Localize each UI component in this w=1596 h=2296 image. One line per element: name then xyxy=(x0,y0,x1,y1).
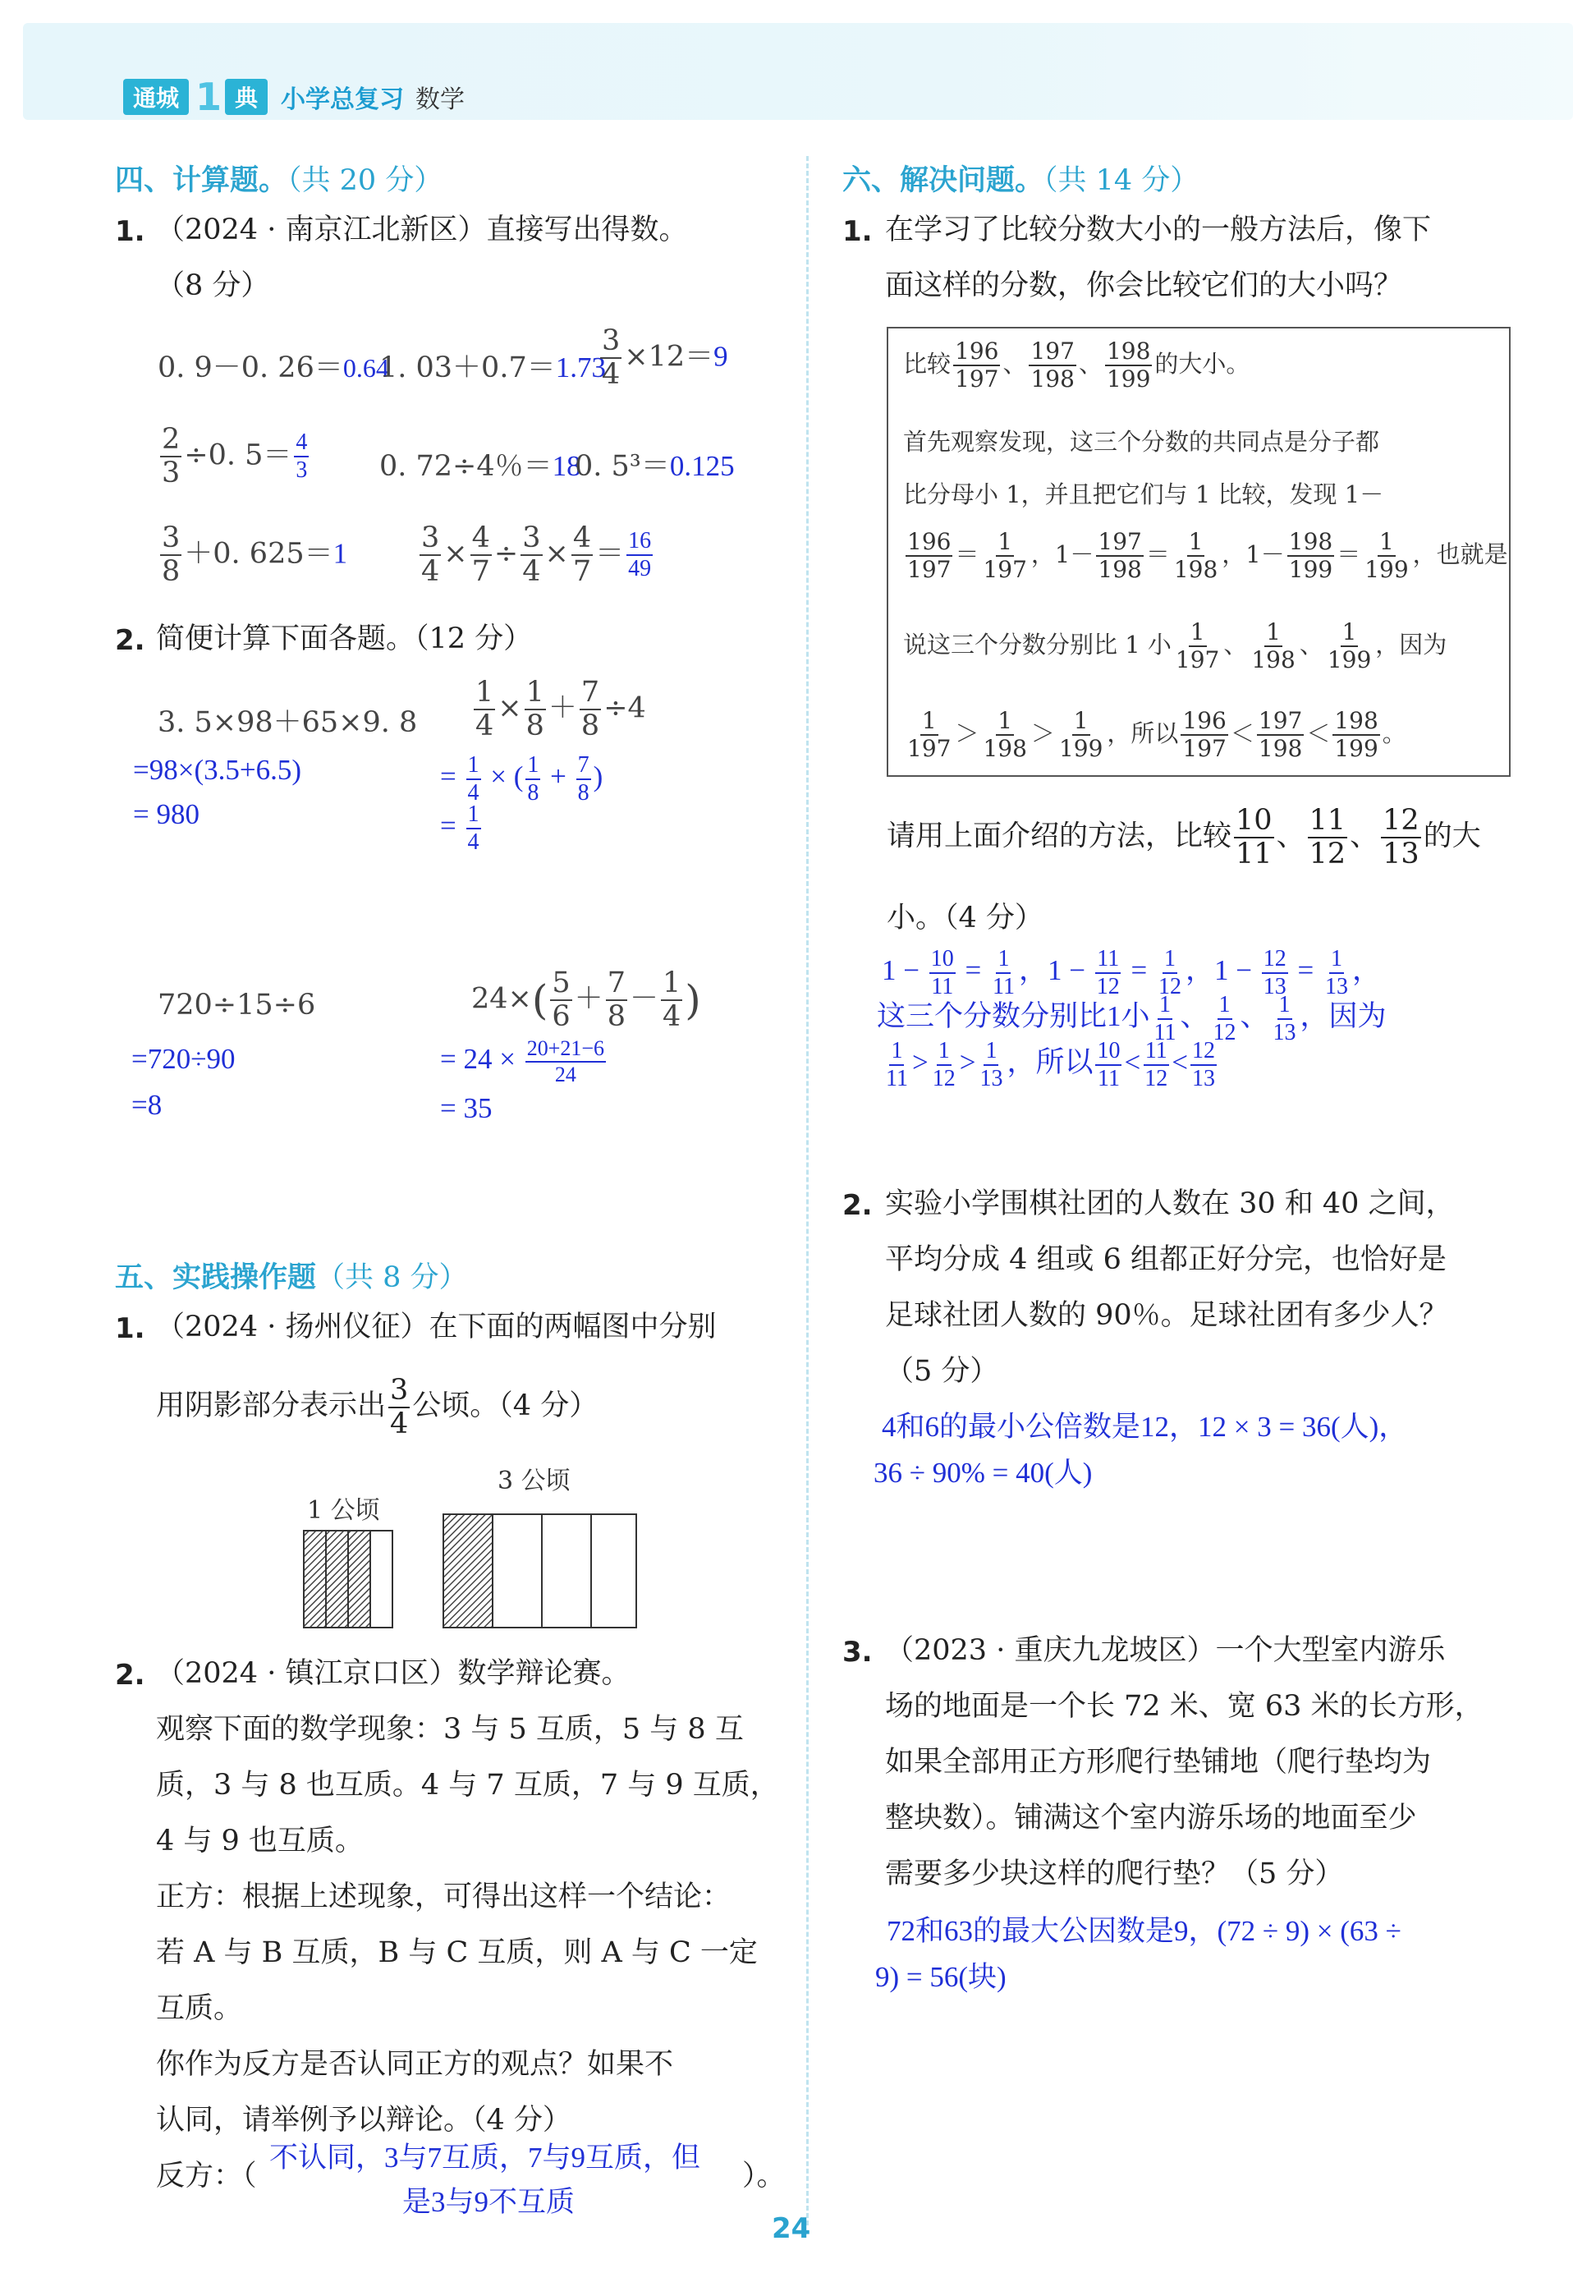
logo-box-right: 典 xyxy=(225,79,268,115)
simplify-3-step2: =8 xyxy=(131,1089,163,1121)
s6-q3-answer-2: 9) = 56(块) xyxy=(875,1961,1007,1993)
s4-q2-text: 简便计算下面各题。（12 分） xyxy=(156,622,533,655)
simplify-4-expr: 24×( $\frac{5}{6}$ ＋ $\frac{7}{8}$ － $\frac{1}{4}$ ) xyxy=(471,967,701,1033)
s6-q3-line-4: 整块数）。铺满这个室内游乐场的地面至少 xyxy=(885,1802,1417,1835)
simplify-1-expr: 3. 5×98＋65×9. 8 xyxy=(158,706,418,739)
s6-q3-line-2: 场的地面是一个长 72 米、宽 63 米的长方形， xyxy=(885,1690,1484,1723)
s6-q3-line-1: （2023 · 重庆九龙坡区）一个大型室内游乐 xyxy=(885,1634,1446,1667)
s5-q2-line-4: 4 与 9 也互质。 xyxy=(156,1825,364,1857)
box-line-2: 首先观察发现，这三个分数的共同点是分子都 xyxy=(903,428,1380,456)
logo-box-left: 通城 xyxy=(123,79,189,115)
section5-title: 五、实践操作题（共 8 分） xyxy=(115,1261,468,1294)
s5-q2-line-5: 正方：根据上述现象，可得出这样一个结论： xyxy=(156,1880,732,1913)
s5-q2-line-9: 认同，请举例予以辩论。（4 分） xyxy=(156,2104,571,2137)
simplify-3-step1: =720÷90 xyxy=(131,1043,236,1075)
s6-q2-line-2: 平均分成 4 组或 6 组都正好分完，也恰好是 xyxy=(885,1243,1447,1276)
simplify-2-expr: $\frac{1}{4}$ × $\frac{1}{8}$ ＋ $\frac{7}{8}$ ÷4 xyxy=(475,676,646,742)
s5-q2-answer-suffix: ）。 xyxy=(742,2160,786,2193)
s6-q2-answer-2: 36 ÷ 90% = 40(人) xyxy=(874,1457,1093,1489)
calc-6: 0. 5³＝0.125 xyxy=(575,450,735,483)
s5-q2-answer-1: 不认同，3与7互质，7与9互质，但 xyxy=(269,2142,701,2174)
s6-q1-question-line-1: 请用上面介绍的方法，比较 $\frac{10}{11}$ 、 $\frac{11}{12}$ 、 $\frac{12}{13}$ 的大 xyxy=(887,804,1481,870)
s5-q2-line-2: 观察下面的数学现象：3 与 5 互质，5 与 8 互 xyxy=(156,1713,744,1746)
calc-7: $\frac{3}{8}$ ＋0. 625＝1 xyxy=(162,521,348,588)
simplify-4-step1: = 24 × $\frac{20+21-6}{24}$ xyxy=(440,1036,605,1086)
simplify-4-step2: = 35 xyxy=(440,1092,493,1124)
subject-title: 数学 xyxy=(415,85,466,114)
s6-q3-line-5: 需要多少块这样的爬行垫？（5 分） xyxy=(885,1857,1344,1890)
simplify-3-expr: 720÷15÷6 xyxy=(158,989,316,1022)
calc-4: $\frac{2}{3}$ ÷0. 5＝ $\frac{4}{3}$ xyxy=(162,423,308,489)
s5-q2-number: 2. xyxy=(115,1659,145,1692)
simplify-2-step2: = $\frac{1}{4}$ xyxy=(440,801,479,855)
box-line-3: 比分母小 1，并且把它们与 1 比较，发现 1－ xyxy=(903,480,1384,508)
s6-q2-line-1: 实验小学围棋社团的人数在 30 和 40 之间， xyxy=(885,1187,1455,1220)
s6-q1-line-1: 在学习了比较分数大小的一般方法后，像下 xyxy=(885,214,1432,246)
calc-1: 0. 9－0. 26＝0.64 xyxy=(158,351,389,384)
series-logo xyxy=(123,75,466,119)
s6-q2-number: 2. xyxy=(842,1189,873,1222)
s5-q1-text: （2024 · 扬州仪征）在下面的两幅图中分别 xyxy=(156,1311,717,1343)
s5-q2-answer-2: 是3与9不互质 xyxy=(402,2186,576,2218)
label-1-hectare: 1 公顷 xyxy=(307,1496,380,1525)
s5-q2-line-6: 若 A 与 B 互质，B 与 C 互质，则 A 与 C 一定 xyxy=(156,1936,758,1969)
box-line-5: 说这三个分数分别比 1 小 $\frac{1}{197}$ 、 $\frac{1}{198}$ 、 $\frac{1}{199}$ ，因为 xyxy=(903,618,1447,673)
s5-q1-number: 1. xyxy=(115,1312,145,1345)
series-title: 小学总复习 xyxy=(281,85,405,114)
section4-title: 四、计算题。（共 20 分） xyxy=(115,164,443,197)
s5-q1-text2: 用阴影部分表示出 $\frac{3}{4}$ 公顷。（4 分） xyxy=(156,1373,598,1440)
s6-q3-number: 3. xyxy=(842,1636,873,1669)
s4-q2-number: 2. xyxy=(115,624,145,657)
s4-q1-number: 1. xyxy=(115,215,145,248)
simplify-2-step1: = $\frac{1}{4}$ × ( $\frac{1}{8}$ + $\frac{7}{8}$ ) xyxy=(440,752,603,806)
simplify-1-step1: =98×(3.5+6.5) xyxy=(133,754,302,786)
s6-q1-answer-1: 1 − $\frac{10}{11}$ = $\frac{1}{11}$ ，1 − $\frac{11}{12}$ = $\frac{1}{12}$ ，1 − $\frac{12}{13}$ = $\frac{1}{13}$ ， xyxy=(882,946,1381,999)
s6-q1-line-2: 面这样的分数，你会比较它们的大小吗？ xyxy=(885,269,1403,302)
column-divider xyxy=(806,156,809,2225)
calc-3: $\frac{3}{4}$ ×12＝9 xyxy=(602,324,728,391)
simplify-1-step2: = 980 xyxy=(133,798,200,830)
section6-title: 六、解决问题。（共 14 分） xyxy=(842,164,1199,197)
three-hectare-rect xyxy=(443,1514,636,1628)
hectare-diagrams xyxy=(296,1495,640,1634)
s5-q2-line-1: （2024 · 镇江京口区）数学辩论赛。 xyxy=(156,1657,631,1690)
s6-q1-question-line-2: 小。（4 分） xyxy=(887,902,1043,934)
s6-q2-answer-1: 4和6的最小公倍数是12，12 × 3 = 36(人)， xyxy=(882,1411,1408,1443)
one-hectare-rect xyxy=(304,1531,392,1628)
logo-mid: 1 xyxy=(195,75,222,119)
calc-8: $\frac{3}{4}$ × $\frac{4}{7}$ ÷ $\frac{3}{4}$ × $\frac{4}{7}$ ＝ $\frac{16}{49}$ xyxy=(421,521,652,588)
s6-q1-answer-2: 这三个分数分别比1小 $\frac{1}{11}$ 、 $\frac{1}{12}$ 、 $\frac{1}{13}$ ，因为 xyxy=(877,992,1387,1045)
s6-q1-number: 1. xyxy=(842,215,873,248)
box-line-1: 比较 $\frac{196}{197}$ 、 $\frac{197}{198}$ 、 $\frac{198}{199}$ 的大小。 xyxy=(903,338,1250,393)
s4-q1-points: （8 分） xyxy=(156,269,270,302)
s6-q2-line-4: （5 分） xyxy=(885,1355,999,1388)
s5-q2-line-8: 你作为反方是否认同正方的观点？如果不 xyxy=(156,2048,674,2081)
label-3-hectare: 3 公顷 xyxy=(498,1467,571,1495)
s5-q2-answer-prefix: 反方：（ xyxy=(156,2160,257,2193)
s6-q1-answer-3: $\frac{1}{11}$ > $\frac{1}{12}$ > $\frac{1}{13}$ ，所以 $\frac{10}{11}$ < $\frac{11}{12}$ < $\frac{12}{13}$ xyxy=(886,1038,1215,1091)
box-line-6: $\frac{1}{197}$ ＞ $\frac{1}{198}$ ＞ $\frac{1}{199}$ ，所以 $\frac{196}{197}$ ＜ $\frac{197}{198}$ ＜ $\frac{198}{199}$ 。 xyxy=(907,707,1406,762)
calc-2: 1. 03＋0.7＝1.73 xyxy=(379,351,606,384)
box-line-4: $\frac{196}{197}$ ＝ $\frac{1}{197}$ ，1－ $\frac{197}{198}$ ＝ $\frac{1}{198}$ ，1－ $\frac{198}{199}$ ＝ $\frac{1}{199}$ ，也就是 xyxy=(907,528,1508,583)
s5-q2-line-7: 互质。 xyxy=(156,1992,243,2025)
s4-q1-text: （2024 · 南京江北新区）直接写出得数。 xyxy=(156,214,688,246)
s6-q3-answer-1: 72和63的最大公因数是9，(72 ÷ 9) × (63 ÷ xyxy=(887,1915,1401,1947)
page-number: 24 xyxy=(772,2212,811,2245)
s5-q2-line-3: 质，3 与 8 也互质。4 与 7 互质，7 与 9 互质， xyxy=(156,1769,779,1802)
calc-5: 0. 72÷4％＝18 xyxy=(379,450,581,483)
s6-q2-line-3: 足球社团人数的 90％。足球社团有多少人？ xyxy=(885,1299,1448,1332)
s6-q3-line-3: 如果全部用正方形爬行垫铺地（爬行垫均为 xyxy=(885,1746,1432,1779)
